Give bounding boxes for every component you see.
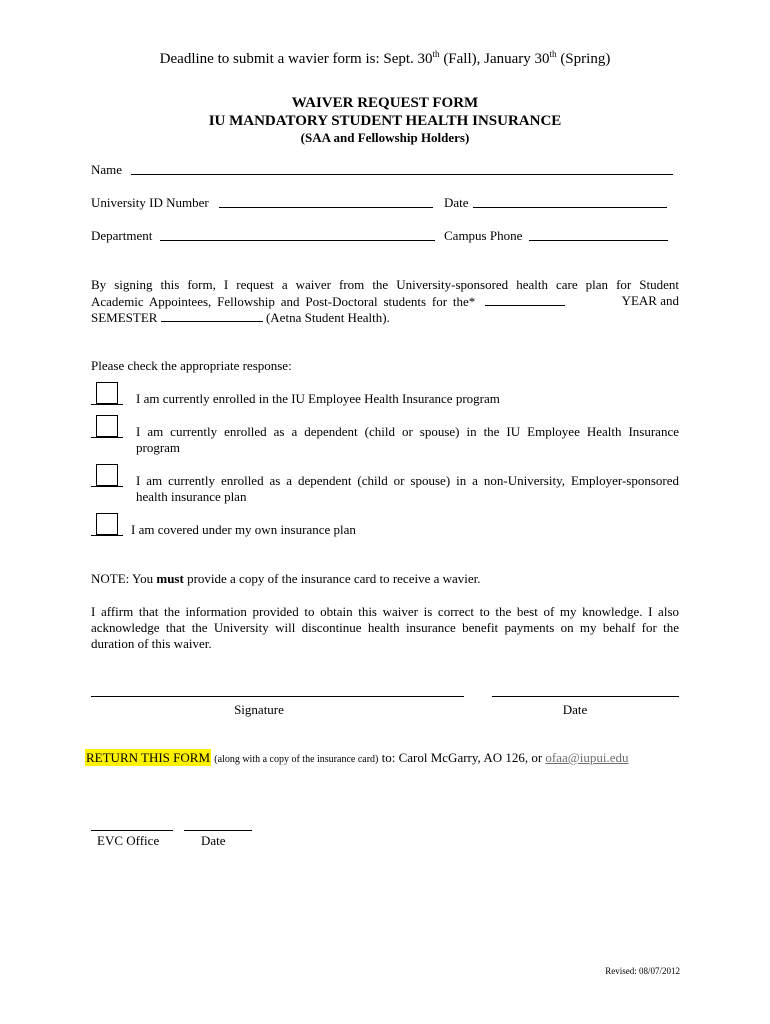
evc-date-field[interactable] xyxy=(184,830,252,831)
deadline-sup-2: th xyxy=(549,49,557,59)
deadline-line xyxy=(0,44,770,69)
return-highlight: RETURN THIS FORM xyxy=(86,750,211,765)
affirm-line-2: acknowledge that the University will discontinue health insurance benefit payments on my behalf for the xyxy=(91,620,679,635)
signature-date-label: Date xyxy=(562,702,588,717)
option-1-text: I am currently enrolled in the IU Employee Health Insurance program xyxy=(136,391,500,406)
request-line-2-prefix: Academic Appointees, Fellowship and Post-Doctoral students for the* xyxy=(91,294,476,309)
note-prefix: NOTE: You xyxy=(91,571,157,586)
option-3-text: I am currently enrolled as a dependent (child or spouse) in a non-University, Employer-sponsored xyxy=(136,473,679,488)
deadline-sup-1: th xyxy=(432,49,440,59)
department-label: Department xyxy=(91,228,153,243)
option-2-underline xyxy=(91,437,123,438)
note-suffix: provide a copy of the insurance card to receive a wavier. xyxy=(183,571,481,586)
option-2-text: I am currently enrolled as a dependent (child or spouse) in the IU Employee Health Insurance xyxy=(136,424,679,439)
option-1-checkbox[interactable] xyxy=(96,382,118,404)
date-field[interactable] xyxy=(473,207,667,208)
option-4-text: I am covered under my own insurance plan xyxy=(131,522,356,537)
date-label: Date xyxy=(444,195,469,210)
note-bold: must xyxy=(156,571,184,586)
signature-label: Signature xyxy=(234,702,284,717)
option-1-underline xyxy=(91,404,123,405)
option-4-checkbox[interactable] xyxy=(96,513,118,535)
return-recipient: to: Carol McGarry, AO 126, or xyxy=(378,750,546,765)
option-2-checkbox[interactable] xyxy=(96,415,118,437)
affirm-line-1: I affirm that the information provided to obtain this waiver is correct to the best of my knowledge. I also xyxy=(91,604,679,619)
deadline-suffix: (Spring) xyxy=(556,51,611,67)
request-line-1: By signing this form, I request a waiver from the University-sponsored health care plan for Student xyxy=(91,277,679,292)
signature-field[interactable] xyxy=(91,696,464,697)
form-subsubtitle: (SAA and Fellowship Holders) xyxy=(300,130,470,145)
semester-field[interactable] xyxy=(161,309,263,322)
evc-office-field[interactable] xyxy=(91,830,173,831)
request-line-3 xyxy=(91,309,390,326)
year-field[interactable] xyxy=(485,293,565,306)
university-id-label: University ID Number xyxy=(91,195,209,210)
option-3-text-cont: health insurance plan xyxy=(136,489,247,504)
request-line-2-suffix: YEAR and xyxy=(621,293,679,308)
return-email-link[interactable]: ofaa@iupui.edu xyxy=(545,750,629,765)
evc-date-label: Date xyxy=(201,833,226,848)
form-subtitle: IU MANDATORY STUDENT HEALTH INSURANCE xyxy=(208,113,562,129)
request-line-3-prefix: SEMESTER xyxy=(91,310,158,325)
affirm-line-3: duration of this waiver. xyxy=(91,636,212,651)
name-row xyxy=(91,162,122,178)
signature-date-field[interactable] xyxy=(492,696,679,697)
department-field[interactable] xyxy=(160,240,435,241)
revised-date: Revised: 08/07/2012 xyxy=(605,966,680,976)
option-4-underline xyxy=(91,535,123,536)
request-line-3-suffix: (Aetna Student Health). xyxy=(265,310,390,325)
deadline-middle: (Fall), January 30 xyxy=(439,51,550,67)
check-prompt: Please check the appropriate response: xyxy=(91,358,292,373)
form-title: WAIVER REQUEST FORM xyxy=(291,95,479,111)
return-line xyxy=(85,750,629,768)
name-label: Name xyxy=(91,162,123,177)
option-2-text-cont: program xyxy=(136,440,181,455)
name-field[interactable] xyxy=(131,174,673,175)
return-small-note: (along with a copy of the insurance card) xyxy=(214,754,379,765)
option-3-checkbox[interactable] xyxy=(96,464,118,486)
campus-phone-field[interactable] xyxy=(529,240,668,241)
option-3-underline xyxy=(91,486,123,487)
campus-phone-label: Campus Phone xyxy=(444,228,523,243)
note-line xyxy=(91,571,481,587)
evc-office-label: EVC Office xyxy=(97,833,160,848)
request-line-2 xyxy=(91,293,679,310)
deadline-prefix: Deadline to submit a wavier form is: Sept. 30 xyxy=(159,51,433,67)
university-id-field[interactable] xyxy=(219,207,433,208)
